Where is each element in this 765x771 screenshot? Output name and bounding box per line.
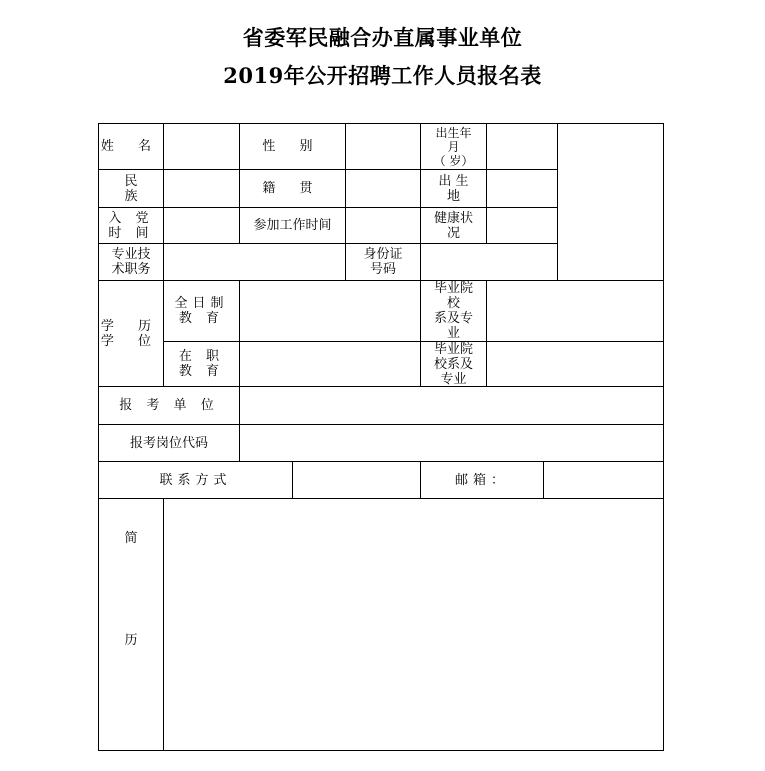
form-title-line2: 2019年公开招聘工作人员报名表 <box>223 63 542 88</box>
email-label: 邮箱： <box>420 461 544 499</box>
photo-box[interactable] <box>557 123 664 281</box>
resume-field[interactable] <box>163 498 664 751</box>
form-title-line1: 省委军民融合办直属事业单位 <box>242 25 523 50</box>
birth-date-field[interactable] <box>486 123 558 170</box>
email-field[interactable] <box>543 461 664 499</box>
party-join-time-field[interactable] <box>163 207 240 244</box>
birthplace-field[interactable] <box>486 169 558 208</box>
id-number-label: 身份证 号码 <box>345 243 421 281</box>
name-label: 姓 名 <box>98 123 164 170</box>
inservice-school-major-label: 毕业院 校系及 专业 <box>420 341 487 387</box>
birth-date-label: 出生年 月 （ 岁） <box>420 123 487 170</box>
contact-field[interactable] <box>292 461 421 499</box>
ethnicity-label: 民 族 <box>98 169 164 208</box>
name-field[interactable] <box>163 123 240 170</box>
apply-unit-field[interactable] <box>239 386 664 425</box>
gender-field[interactable] <box>345 123 421 170</box>
contact-label: 联系方式 <box>98 461 293 499</box>
gender-label: 性 别 <box>239 123 346 170</box>
apply-unit-label: 报 考 单 位 <box>98 386 240 425</box>
native-place-field[interactable] <box>345 169 421 208</box>
health-label: 健康状 况 <box>420 207 487 244</box>
fulltime-school-major-label: 毕业院 校 系及专 业 <box>420 280 487 342</box>
education-degree-label: 学 历 学 位 <box>98 280 164 387</box>
professional-title-label: 专业技 术职务 <box>98 243 164 281</box>
apply-position-code-field[interactable] <box>239 424 664 462</box>
professional-title-field[interactable] <box>163 243 346 281</box>
inservice-education-field[interactable] <box>239 341 421 387</box>
id-number-field[interactable] <box>420 243 558 281</box>
fulltime-school-major-field[interactable] <box>486 280 664 342</box>
fulltime-education-field[interactable] <box>239 280 421 342</box>
fulltime-education-label: 全日制 教 育 <box>163 280 240 342</box>
inservice-school-major-field[interactable] <box>486 341 664 387</box>
birthplace-label: 出 生 地 <box>420 169 487 208</box>
party-join-time-label: 入 党 时 间 <box>98 207 164 244</box>
resume-label: 简 历 <box>98 498 164 751</box>
inservice-education-label: 在 职 教 育 <box>163 341 240 387</box>
work-start-time-label: 参加工作时间 <box>239 207 346 244</box>
work-start-time-field[interactable] <box>345 207 421 244</box>
health-field[interactable] <box>486 207 558 244</box>
native-place-label: 籍 贯 <box>239 169 346 208</box>
ethnicity-field[interactable] <box>163 169 240 208</box>
apply-position-code-label: 报考岗位代码 <box>98 424 240 462</box>
